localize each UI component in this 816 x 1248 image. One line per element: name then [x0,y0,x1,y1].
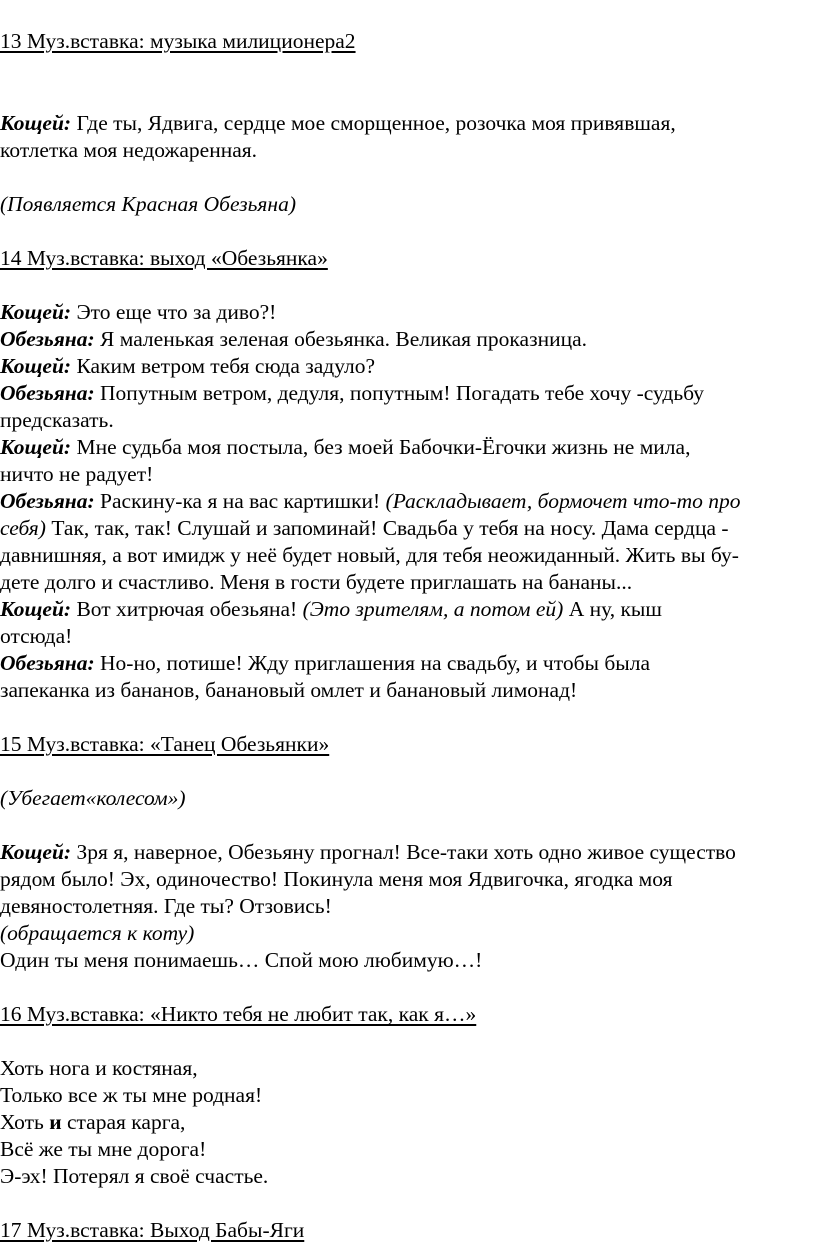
stage-direction: (обращается к коту) [0,921,195,945]
stage-direction: (Это зрителям, а потом ей) [302,597,564,621]
line-koschey-1 [0,110,676,137]
line-monkey-4 [0,650,650,677]
song-text: Хоть [0,1110,50,1134]
line-text: ничто не радует! [0,462,154,486]
line-text: дете долго и счастливо. Меня в гости будете приглашать на бананы... [0,570,633,594]
speaker-label: Обезьяна: [0,381,95,405]
speaker-label: Обезьяна: [0,651,95,675]
stage-direction: (Раскладывает, бормочет что-то про [385,489,741,513]
line-text: Так, так, так! Слушай и запоминай! Свадьба у тебя на носу. Дама сердца - [45,516,729,540]
stage-direction: (Убегает«колесом») [0,786,186,810]
song-text: старая карга, [61,1110,186,1134]
speaker-label: Кощей: [0,597,72,621]
line-koschey-4 [0,434,690,461]
line-text: Зря я, наверное, Обезьяну прогнал! Все-таки хоть одно живое существо [71,840,736,864]
heading-14: 14 Муз.вставка: выход «Обезьянка» [0,246,328,270]
heading-13: 13 Муз.вставка: музыка милиционера2 [0,29,356,53]
stage-direction: себя) [0,516,46,540]
speaker-label: Кощей: [0,354,72,378]
line-text: Где ты, Ядвига, сердце мое сморщенное, розочка моя привявшая, [71,111,676,135]
line-koschey-3 [0,353,375,380]
line-monkey-1 [0,326,587,353]
line-monkey-3-cont [0,515,729,542]
line-text: Один ты меня понимаешь… Спой мою любимую…! [0,948,483,972]
line-text: рядом было! Эх, одиночество! Покинула меня моя Ядвигочка, ягодка моя [0,867,673,891]
line-text: Мне судьба моя постыла, без моей Бабочки-Ёгочки жизнь не мила, [71,435,691,459]
speaker-label: Кощей: [0,300,72,324]
song-line: Хоть нога и костяная, [0,1056,198,1080]
line-text: А ну, кыш [563,597,662,621]
speaker-label: Обезьяна: [0,489,95,513]
heading-16: 16 Муз.вставка: «Никто тебя не любит так, как я…» [0,1002,477,1026]
song-line: Всё же ты мне дорога! [0,1137,207,1161]
song-line: Э-эх! Потерял я своё счастье. [0,1164,269,1188]
line-text: Это еще что за диво?! [71,300,277,324]
line-monkey-2 [0,380,704,407]
line-text: предсказать. [0,408,114,432]
speaker-label: Обезьяна: [0,327,95,351]
speaker-label: Кощей: [0,111,72,135]
line-text: отсюда! [0,624,73,648]
line-koschey-2 [0,299,276,326]
line-text: котлетка моя недожаренная. [0,138,258,162]
song-text-bold: и [49,1110,62,1134]
line-koschey-5 [0,596,662,623]
heading-17: 17 Муз.вставка: Выход Бабы-Яги [0,1218,305,1242]
line-text: запеканка из бананов, банановый омлет и банановый лимонад! [0,678,578,702]
line-text: Я маленькая зеленая обезьянка. Великая проказница. [94,327,588,351]
line-text: Вот хитрючая обезьяна! [71,597,303,621]
speaker-label: Кощей: [0,435,72,459]
line-text: Но-но, потише! Жду приглашения на свадьбу, и чтобы была [94,651,651,675]
line-text: девяностолетняя. Где ты? Отзовись! [0,894,332,918]
line-text: Каким ветром тебя сюда задуло? [71,354,376,378]
song-line: Только все ж ты мне родная! [0,1083,263,1107]
heading-15: 15 Муз.вставка: «Танец Обезьянки» [0,732,330,756]
line-text: давнишняя, а вот имидж у неё будет новый, для тебя неожиданный. Жить вы бу- [0,543,739,567]
line-text: Раскину-ка я на вас картишки! [94,489,386,513]
speaker-label: Кощей: [0,840,72,864]
line-text: Попутным ветром, дедуля, попутным! Погадать тебе хочу -судьбу [94,381,705,405]
song-line [0,1109,185,1136]
stage-direction: (Появляется Красная Обезьяна) [0,192,296,216]
line-koschey-6 [0,839,736,866]
line-monkey-3 [0,488,741,515]
